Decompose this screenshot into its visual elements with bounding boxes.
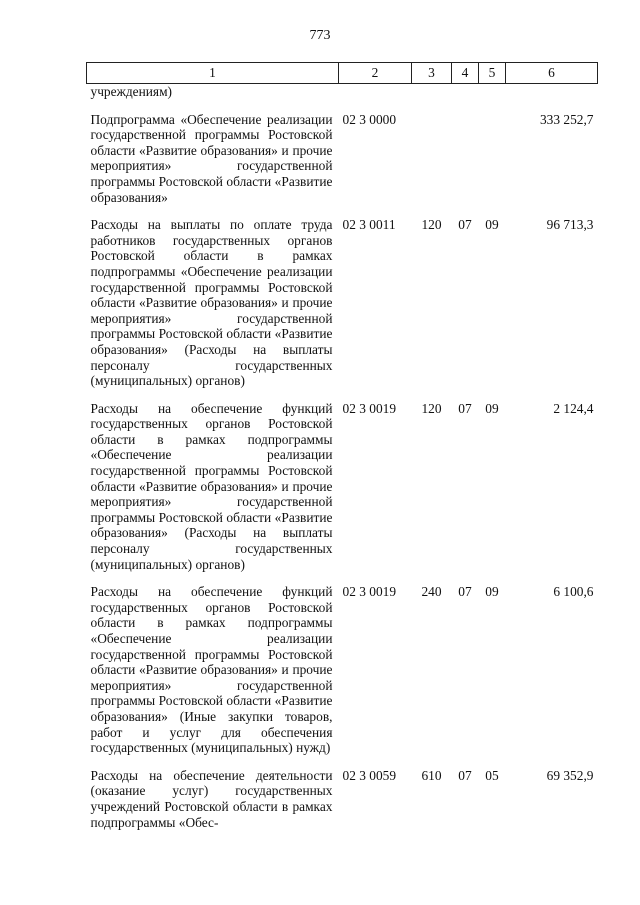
row-subsection: 09 (485, 217, 499, 233)
row-section (452, 84, 479, 100)
table-row (87, 389, 598, 573)
row-description: учреждениям) (90, 84, 173, 99)
row-description: Подпрограмма «Обеспечение реализации государственной программы Ростовской области «Развитие образования» и прочие мероприятия» государственной программы Ростовской области «Развитие образования» (90, 111, 333, 205)
row-subsection: 09 (485, 400, 499, 416)
table-row (87, 572, 598, 756)
row-description: Расходы на обеспечение деятельности (оказание услуг) государственных учреждений Ростовской области в рамках подпрограммы «Обес- (90, 767, 333, 830)
row-expense-type: 240 (421, 584, 442, 600)
row-target-code: 02 3 0000 (342, 111, 397, 127)
row-amount: 6 100,6 (553, 584, 594, 600)
row-target-code: 02 3 0019 (342, 584, 397, 600)
table-body (87, 84, 598, 831)
row-subsection (479, 100, 506, 206)
table-row (87, 205, 598, 389)
row-amount: 333 252,7 (539, 111, 594, 127)
row-section: 07 (458, 400, 472, 416)
row-description: Расходы на обеспечение функций государственных органов Ростовской области в рамках подпрограммы «Обеспечение реализации государственной программы Ростовской области «Развитие образования» и прочие мероприятия» государственной программы Ростовской области «Развитие образования» (Расходы на выплаты персоналу государственных (муниципальных) органов) (90, 400, 333, 572)
row-expense-type: 120 (421, 217, 442, 233)
row-target-code (339, 84, 412, 100)
row-target-code: 02 3 0019 (342, 400, 397, 416)
row-target-code: 02 3 0011 (342, 217, 396, 233)
header-col-2: 2 (339, 63, 412, 84)
header-col-5: 5 (479, 63, 506, 84)
row-amount: 2 124,4 (553, 400, 594, 416)
table-row (87, 756, 598, 830)
table-row (87, 100, 598, 206)
row-expense-type (412, 100, 452, 206)
row-section: 07 (458, 584, 472, 600)
budget-table (86, 62, 598, 830)
row-target-code: 02 3 0059 (342, 767, 397, 783)
row-subsection: 05 (485, 767, 499, 783)
budget-table-container (86, 62, 597, 830)
row-subsection (479, 84, 506, 100)
row-amount (506, 84, 598, 100)
table-row (87, 84, 598, 100)
row-expense-type (412, 84, 452, 100)
row-amount: 69 352,9 (546, 767, 594, 783)
table-header (87, 63, 598, 84)
row-description: Расходы на выплаты по оплате труда работников государственных органов Ростовской области в рамках подпрограммы «Обеспечение реализации государственной программы Ростовской области «Развитие образования» и прочие мероприятия» государственной программы Ростовской области «Развитие образования» (Расходы на выплаты персоналу государственных (муниципальных) органов) (90, 217, 333, 389)
header-row (87, 63, 598, 84)
row-expense-type: 610 (421, 767, 442, 783)
header-col-4: 4 (452, 63, 479, 84)
header-col-1: 1 (87, 63, 339, 84)
row-amount: 96 713,3 (546, 217, 594, 233)
row-section: 07 (458, 217, 472, 233)
page-number: 773 (309, 28, 331, 43)
row-section (452, 100, 479, 206)
header-col-6: 6 (506, 63, 598, 84)
row-description: Расходы на обеспечение функций государственных органов Ростовской области в рамках подпрограммы «Обеспечение реализации государственной программы Ростовской области «Развитие образования» и прочие мероприятия» государственной программы Ростовской области «Развитие образования» (Иные закупки товаров, работ и услуг для обеспечения государственных (муниципальных) нужд) (90, 584, 333, 756)
row-subsection: 09 (485, 584, 499, 600)
row-expense-type: 120 (421, 400, 442, 416)
header-col-3: 3 (412, 63, 452, 84)
row-section: 07 (458, 767, 472, 783)
